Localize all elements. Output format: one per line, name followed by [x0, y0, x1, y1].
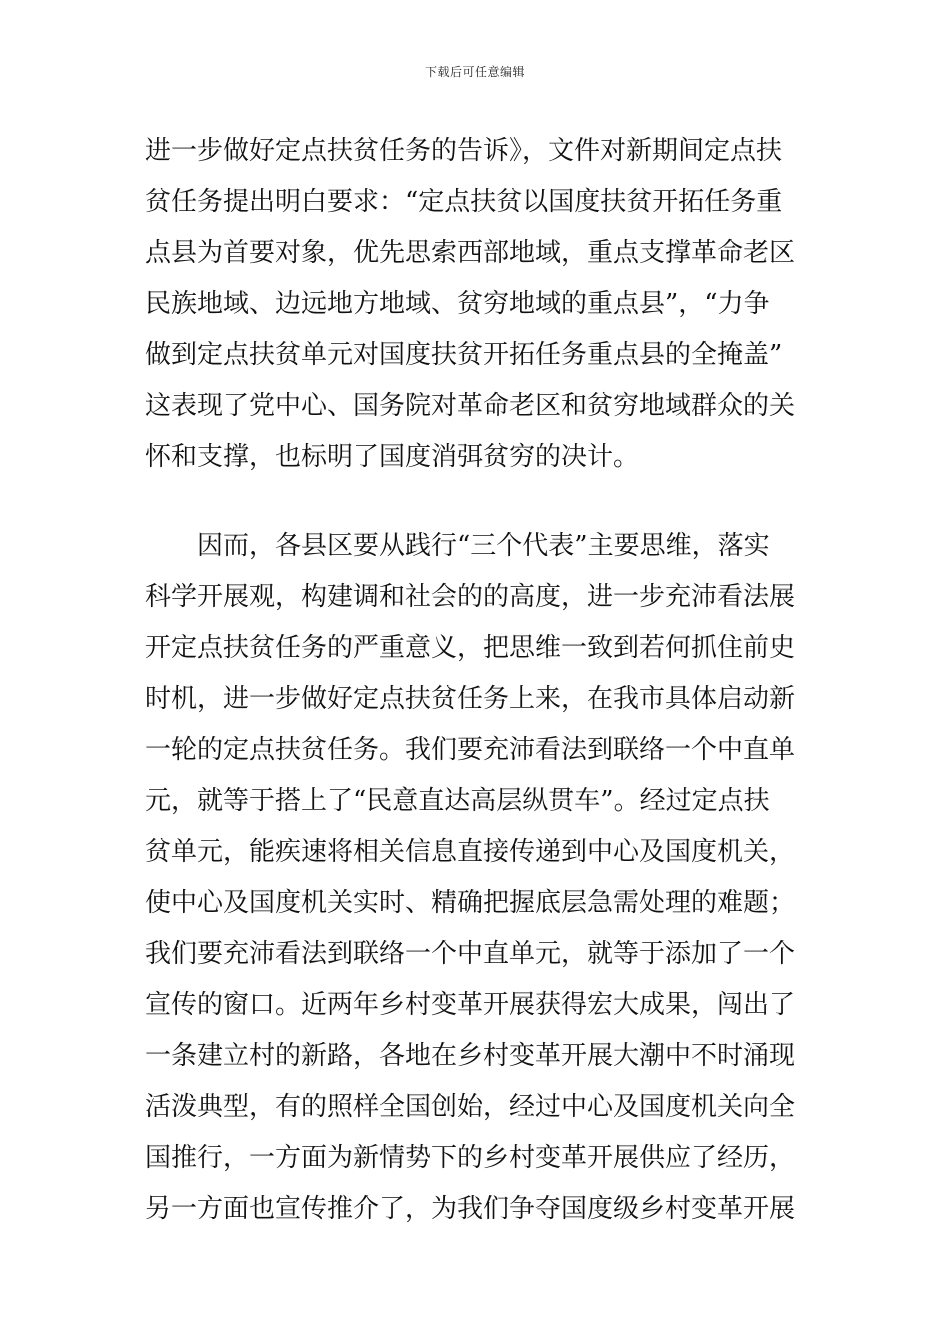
- text-line: 另一方面也宣传推介了，为我们争夺国度级乡村变革开展: [145, 1194, 796, 1224]
- text-line: 宣传的窗口。近两年乡村变革开展获得宏大成果，闯出了: [145, 990, 796, 1020]
- text-line: 我们要充沛看法到联络一个中直单元，就等于添加了一个: [145, 939, 796, 969]
- text-line: 怀和支撑，也标明了国度消弭贫穷的决计。: [145, 442, 640, 472]
- text-line: 一轮的定点扶贫任务。我们要充沛看法到联络一个中直单: [145, 735, 796, 765]
- text-line: 因而，各县区要从践行“三个代表”主要思维，落实: [145, 531, 770, 561]
- text-line: 科学开展观，构建调和社会的的高度，进一步充沛看法展: [145, 582, 796, 612]
- text-line: 时机，进一步做好定点扶贫任务上来，在我市具体启动新: [145, 684, 796, 714]
- text-line: 贫任务提出明白要求：“定点扶贫以国度扶贫开拓任务重: [145, 187, 783, 217]
- paragraph-2: [145, 521, 810, 1235]
- text-line: 点县为首要对象，优先思索西部地域，重点支撑革命老区: [145, 238, 796, 268]
- text-line: 民族地域、边远地方地域、贫穷地域的重点县”，“力争: [145, 289, 770, 319]
- text-line: 使中心及国度机关实时、精确把握底层急需处理的难题；: [145, 888, 796, 918]
- text-line: 元，就等于搭上了“民意直达高层纵贯车”。经过定点扶: [145, 786, 770, 816]
- text-line: 开定点扶贫任务的严重意义，把思维一致到若何抓住前史: [145, 633, 796, 663]
- text-line: 一条建立村的新路，各地在乡村变革开展大潮中不时涌现: [145, 1041, 796, 1071]
- paragraph-1: [145, 126, 810, 483]
- text-line: 贫单元，能疾速将相关信息直接传递到中心及国度机关，: [145, 837, 796, 867]
- text-line: 国推行，一方面为新情势下的乡村变革开展供应了经历，: [145, 1143, 796, 1173]
- page-header: 下载后可任意编辑: [424, 65, 525, 79]
- text-line: 这表现了党中心、国务院对革命老区和贫穷地域群众的关: [145, 391, 796, 421]
- text-line: 活泼典型，有的照样全国创始，经过中心及国度机关向全: [145, 1092, 796, 1122]
- document-body: [145, 126, 810, 1235]
- text-line: 做到定点扶贫单元对国度扶贫开拓任务重点县的全掩盖”: [145, 340, 783, 370]
- paragraph-gap: [145, 483, 810, 521]
- text-line: 进一步做好定点扶贫任务的告诉》，文件对新期间定点扶: [145, 136, 783, 166]
